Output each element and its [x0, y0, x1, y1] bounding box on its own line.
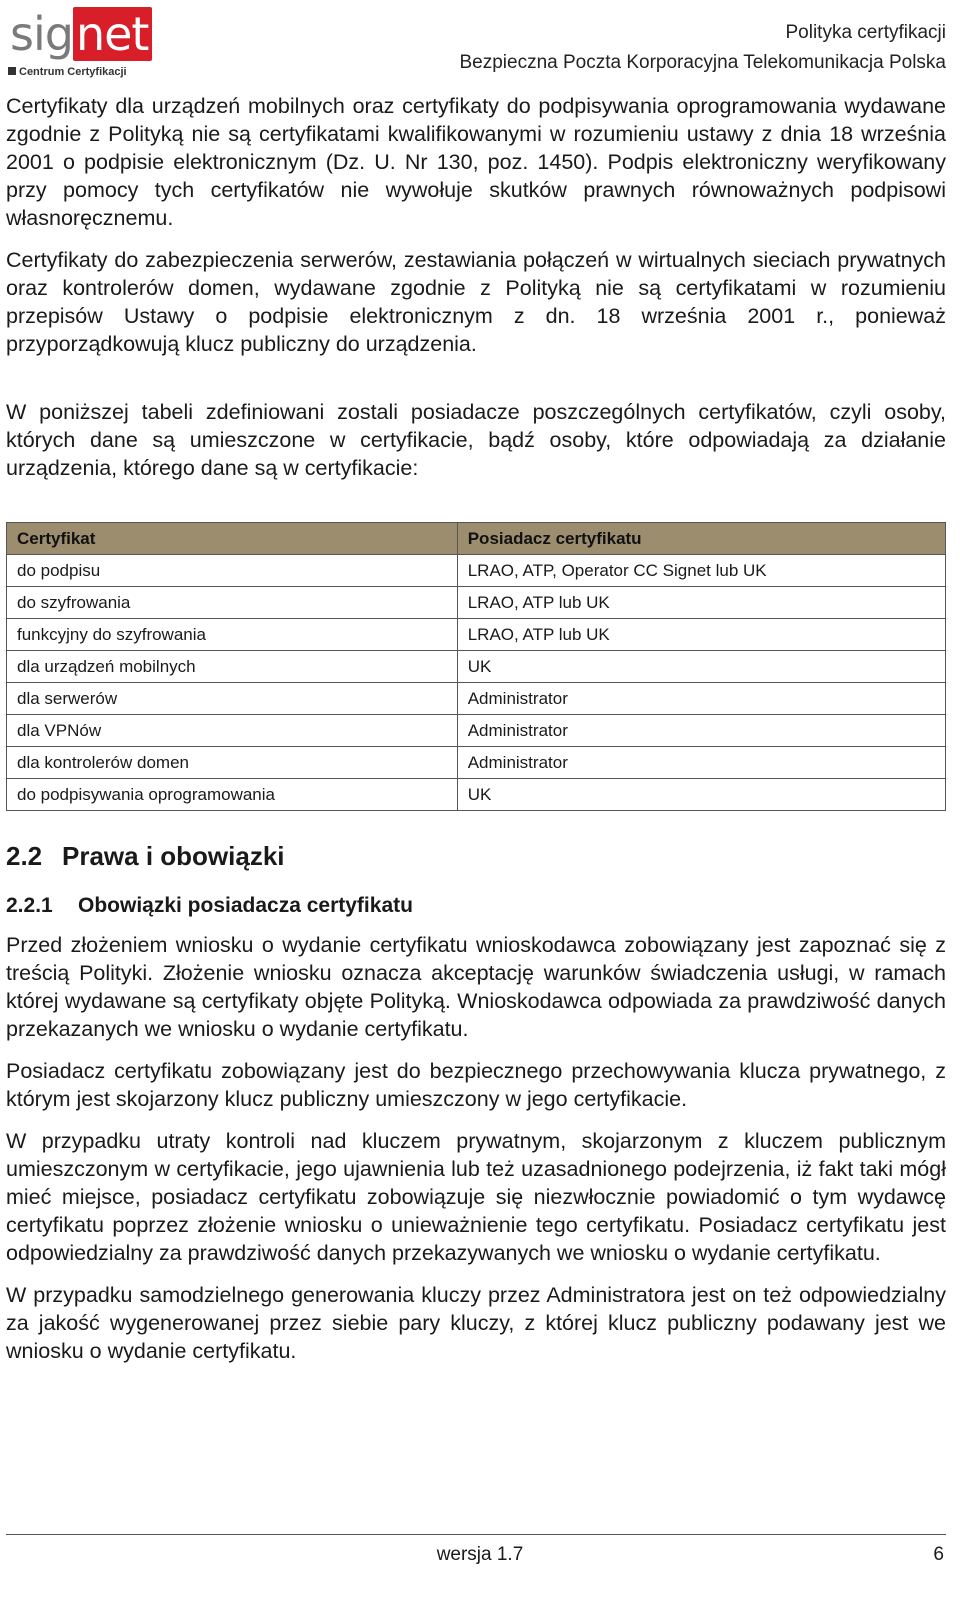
logo-square-icon — [8, 67, 16, 75]
signet-logo — [6, 2, 149, 82]
footer-version: wersja 1.7 — [436, 1544, 524, 1565]
table-cell-holder: Administrator — [457, 715, 945, 747]
table-row — [7, 747, 946, 779]
document-subtitle: Bezpieczna Poczta Korporacyjna Telekomunikacja Polska — [459, 52, 946, 73]
table-cell-certificate: dla kontrolerów domen — [7, 747, 458, 779]
document-title: Polityka certyfikacji — [785, 22, 946, 43]
table-header-certificate: Certyfikat — [7, 523, 458, 555]
table-cell-holder: UK — [457, 779, 945, 811]
table-row — [7, 587, 946, 619]
table-cell-certificate: do szyfrowania — [7, 587, 458, 619]
table-cell-certificate: funkcyjny do szyfrowania — [7, 619, 458, 651]
section-title: Prawa i obowiązki — [62, 841, 285, 871]
logo-word-sig: sig — [10, 7, 73, 61]
table-row — [7, 715, 946, 747]
table-cell-holder: LRAO, ATP lub UK — [457, 587, 945, 619]
footer-divider — [6, 1534, 946, 1535]
certificate-holders-table — [6, 522, 946, 811]
table-cell-certificate: dla serwerów — [7, 683, 458, 715]
table-cell-holder: LRAO, ATP, Operator CC Signet lub UK — [457, 555, 945, 587]
footer-page-number: 6 — [933, 1544, 944, 1565]
table-cell-holder: LRAO, ATP lub UK — [457, 619, 945, 651]
logo-subtitle — [8, 66, 127, 78]
table-row — [7, 683, 946, 715]
table-row — [7, 619, 946, 651]
table-cell-certificate: do podpisywania oprogramowania — [7, 779, 458, 811]
table-header-holder: Posiadacz certyfikatu — [457, 523, 945, 555]
table-cell-certificate: dla urządzeń mobilnych — [7, 651, 458, 683]
paragraph-table-intro: W poniższej tabeli zdefiniowani zostali posiadacze poszczególnych certyfikatów, czyli osoby, których dane są umieszczone w certyfikacie, bądź osoby, które odpowiadają za działanie urządzenia, którego dane są w certyfikacie: — [6, 400, 946, 480]
subsection-number: 2.2.1 — [6, 894, 53, 917]
paragraph-administrator-keys: W przypadku samodzielnego generowania kluczy przez Administratora jest on też odpowiedzialny za jakość wygenerowanej przez siebie pary kluczy, z której klucz publiczny podawany jest we wniosku o wydanie certyfikatu. — [6, 1283, 946, 1363]
table-cell-holder: UK — [457, 651, 945, 683]
paragraph-private-key-storage: Posiadacz certyfikatu zobowiązany jest do bezpiecznego przechowywania klucza prywatnego, z którym jest skojarzony klucz publiczny umieszczony w jego certyfikacie. — [6, 1059, 946, 1111]
logo-subtitle-text: Centrum Certyfikacji — [19, 66, 127, 78]
page-content — [6, 92, 946, 1379]
table-row — [7, 651, 946, 683]
subsection-title: Obowiązki posiadacza certyfikatu — [78, 894, 413, 917]
logo-wordmark — [10, 4, 152, 64]
table-header-row — [7, 523, 946, 555]
paragraph-server-certs: Certyfikaty do zabezpieczenia serwerów, zestawiania połączeń w wirtualnych sieciach prywatnych oraz kontrolerów domen, wydawane zgodnie z Polityką nie są certyfikatami w rozumieniu przepisów Ustawy o podpisie elektronicznym z dn. 18 września 2001 r., ponieważ przyporządkowują klucz publiczny do urządzenia. — [6, 248, 946, 356]
document-header — [459, 18, 946, 78]
paragraph-key-compromise: W przypadku utraty kontroli nad kluczem prywatnym, skojarzonym z kluczem publicznym umieszczonym w certyfikacie, jego ujawnienia lub też uzasadnionego podejrzenia, iż fakt taki mógł mieć miejsce, posiadacz certyfikatu zobowiązuje się niezwłocznie powiadomić o tym wydawcę certyfikatu poprzez złożenie wniosku o unieważnienie tego certyfikatu. Posiadacz certyfikatu jest odpowiedzialny za prawdziwość danych przekazywanych we wniosku o wydanie certyfikatu. — [6, 1129, 946, 1265]
table-cell-certificate: do podpisu — [7, 555, 458, 587]
section-heading — [6, 839, 946, 873]
paragraph-mobile-certs: Certyfikaty dla urządzeń mobilnych oraz certyfikaty do podpisywania oprogramowania wydawane zgodnie z Polityką nie są certyfikatami kwalifikowanymi w rozumieniu ustawy z dnia 18 września 2001 o podpisie elektronicznym (Dz. U. Nr 130, poz. 1450). Podpis elektroniczny weryfikowany przy pomocy tych certyfikatów nie wywołuje skutków prawnych równoważnych podpisowi własnoręcznemu. — [6, 94, 946, 230]
section-number: 2.2 — [6, 841, 43, 871]
table-row — [7, 779, 946, 811]
table-cell-holder: Administrator — [457, 683, 945, 715]
table-cell-certificate: dla VPNów — [7, 715, 458, 747]
subsection-heading — [6, 891, 946, 921]
logo-word-net: net — [73, 7, 153, 61]
paragraph-applicant-duties: Przed złożeniem wniosku o wydanie certyfikatu wnioskodawca zobowiązany jest zapoznać się z treścią Polityki. Złożenie wniosku oznacza akceptację warunków świadczenia usługi, w ramach której wydawane są certyfikaty objęte Polityką. Wnioskodawca odpowiada za prawdziwość danych przekazanych we wniosku o wydanie certyfikatu. — [6, 933, 946, 1041]
table-row — [7, 555, 946, 587]
table-cell-holder: Administrator — [457, 747, 945, 779]
